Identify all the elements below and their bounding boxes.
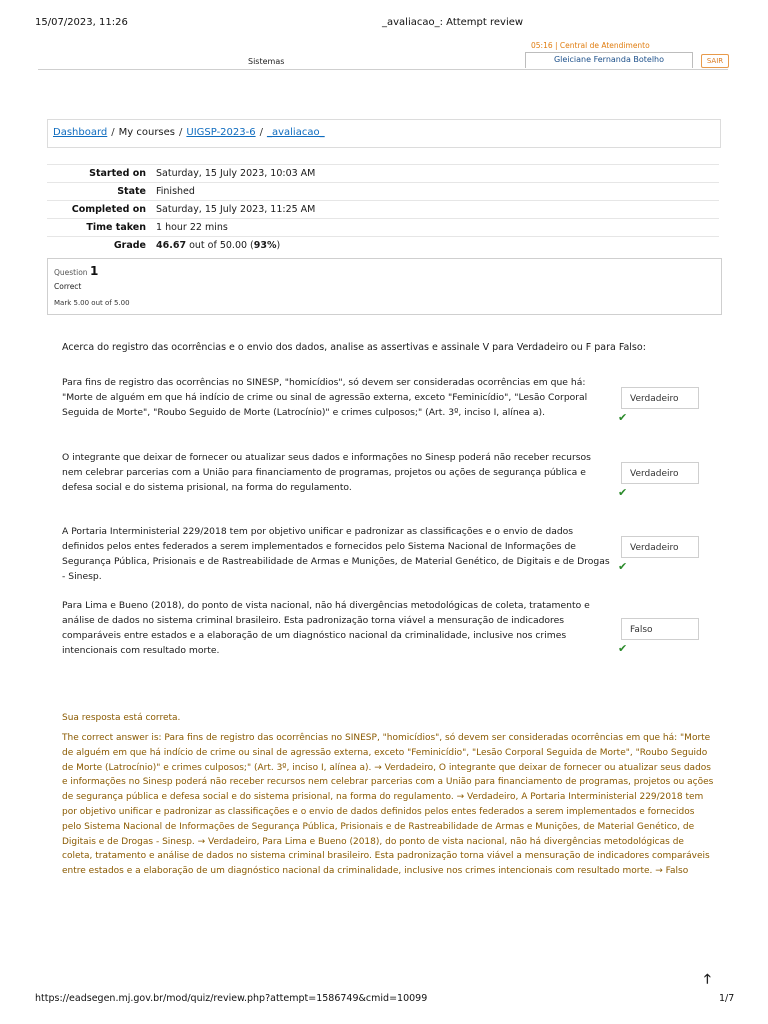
arrow-up-icon[interactable]: 🡑 xyxy=(704,972,711,987)
grade-value xyxy=(151,237,719,255)
summary-value: 1 hour 22 mins xyxy=(151,219,719,237)
summary-key: Started on xyxy=(47,165,151,183)
print-page-number: 1/7 xyxy=(719,993,735,1004)
answer-select-1[interactable]: Verdadeiro xyxy=(621,387,699,409)
summary-row xyxy=(47,219,719,237)
grade-out-of: out of 50.00 ( xyxy=(186,240,254,251)
breadcrumb-quiz-link[interactable]: _avaliacao_ xyxy=(266,127,325,138)
feedback-text: Sua resposta está correta. xyxy=(62,713,181,723)
breadcrumb-course-link[interactable]: UIGSP-2023-6 xyxy=(186,127,256,138)
statement-3: A Portaria Interministerial 229/2018 tem por objetivo unificar e padronizar as classificações e o envio de dados definidos pelos entes federados a serem implementados e fornecidos pelo Sistema Nacional de Informações de Segurança Pública, Prisionais e de Rastreabilidade de Armas e Munições, de Material Genético, de Digitais e de Drogas - Sinesp. xyxy=(62,526,610,582)
grade-percent: 93% xyxy=(253,240,277,251)
summary-row xyxy=(47,165,719,183)
statement-4: Para Lima e Bueno (2018), do ponto de vista nacional, não há divergências metodológicas de coleta, tratamento e análise de dados no sistema criminal brasileiro. Esta padronização torna viável a mensuração de indicadores comparáveis entre estados e a elaboração de um diagnóstico nacional da criminalidade, inclusive nos crimes intencionais com resultado morte. xyxy=(62,600,590,656)
summary-key: State xyxy=(47,183,151,201)
print-url: https://eadsegen.mj.gov.br/mod/quiz/review.php?attempt=1586749&cmid=10099 xyxy=(35,993,428,1004)
summary-row xyxy=(47,201,719,219)
breadcrumb-separator: / xyxy=(259,127,263,138)
correct-check-icon: ✔ xyxy=(618,642,628,655)
statement-1: Para fins de registro das ocorrências no SINESP, "homicídios", só devem ser consideradas ocorrências em que há: "Morte de alguém em que há indício de crime ou sinal de agressão externa, exceto "Feminicídio", "Lesão Corporal Seguida de Morte", "Roubo Seguido de Morte (Latrocínio)" e crimes culposos;" (Art. 3º, inciso I, alínea a). xyxy=(62,377,588,418)
correct-answer-text: The correct answer is: Para fins de registro das ocorrências no SINESP, "homicídios", só devem ser consideradas ocorrências em que há: "Morte de alguém em que há indício de crime ou sinal de agressão externa, exceto "Feminicídio", "Lesão Corporal Seguida de Morte", "Roubo Seguido de Morte (Latrocínio)" e crimes culposos;" (Art. 3º, inciso I, alínea a). → Verdadeiro, O integrante que deixar de fornecer ou atualizar seus dados e informações no Sinesp poderá não receber recursos nem celebrar parcerias com a União para financiamento de programas, projetos ou ações de segurança pública e defesa social e do sistema prisional, na forma do regulamento. → Verdadeiro, A Portaria Interministerial 229/2018 tem por objetivo unificar e padronizar as classificações e o envio de dados definidos pelos entes federados a serem implementados e fornecidos pelo Sistema Nacional de Informações de Segurança Pública, Prisionais e de Rastreabilidade de Armas e Munições, de Material Genético, de Digitais e de Drogas - Sinesp. → Verdadeiro, Para Lima e Bueno (2018), do ponto de vista nacional, não há divergências metodológicas de coleta, tratamento e análise de dados no sistema criminal brasileiro. Esta padronização torna viável a mensuração de indicadores comparáveis entre estados e a elaboração de um diagnóstico nacional da criminalidade, inclusive nos crimes intencionais com resultado morte. → Falso xyxy=(62,733,714,877)
systems-bar xyxy=(38,41,728,70)
summary-key: Completed on xyxy=(47,201,151,219)
summary-value: Saturday, 15 July 2023, 10:03 AM xyxy=(151,165,719,183)
question-number xyxy=(54,264,98,278)
breadcrumb-my-courses: My courses xyxy=(118,127,176,138)
answer-select-2[interactable]: Verdadeiro xyxy=(621,462,699,484)
summary-key: Grade xyxy=(47,237,151,255)
correct-check-icon: ✔ xyxy=(618,560,628,573)
systems-menu[interactable]: Sistemas xyxy=(248,57,285,66)
session-timer: 05:16 | Central de Atendimento xyxy=(531,41,650,50)
question-text: Acerca do registro das ocorrências e o envio dos dados, analise as assertivas e assinale V para Verdadeiro ou F para Falso: xyxy=(62,342,646,353)
breadcrumb xyxy=(47,119,721,148)
summary-row-grade xyxy=(47,237,719,255)
summary-value: Saturday, 15 July 2023, 11:25 AM xyxy=(151,201,719,219)
question-state: Correct xyxy=(54,282,82,291)
answer-select-4[interactable]: Falso xyxy=(621,618,699,640)
grade-score: 46.67 xyxy=(156,240,187,251)
print-datetime: 15/07/2023, 11:26 xyxy=(35,17,128,28)
question-number-value: 1 xyxy=(89,264,99,278)
summary-row xyxy=(47,183,719,201)
question-label: Question xyxy=(54,268,90,277)
user-name[interactable]: Gleiciane Fernanda Botelho xyxy=(525,52,693,68)
question-mark: Mark 5.00 out of 5.00 xyxy=(54,299,130,307)
grade-close: ) xyxy=(276,240,281,251)
summary-value: Finished xyxy=(151,183,719,201)
attempt-summary-table xyxy=(47,164,719,254)
summary-key: Time taken xyxy=(47,219,151,237)
print-title: _avaliacao_: Attempt review xyxy=(382,17,524,28)
answer-select-3[interactable]: Verdadeiro xyxy=(621,536,699,558)
breadcrumb-dashboard-link[interactable]: Dashboard xyxy=(53,127,108,138)
breadcrumb-separator: / xyxy=(111,127,115,138)
breadcrumb-separator: / xyxy=(179,127,183,138)
question-info-box xyxy=(47,258,722,315)
correct-check-icon: ✔ xyxy=(618,486,628,499)
correct-check-icon: ✔ xyxy=(618,411,628,424)
logout-button[interactable]: SAIR xyxy=(701,54,729,68)
statement-2: O integrante que deixar de fornecer ou atualizar seus dados e informações no Sinesp poderá não receber recursos nem celebrar parcerias com a União para financiamento de programas, projetos ou ações de segurança pública e defesa social e do sistema prisional, na forma do regulamento. xyxy=(62,452,591,493)
